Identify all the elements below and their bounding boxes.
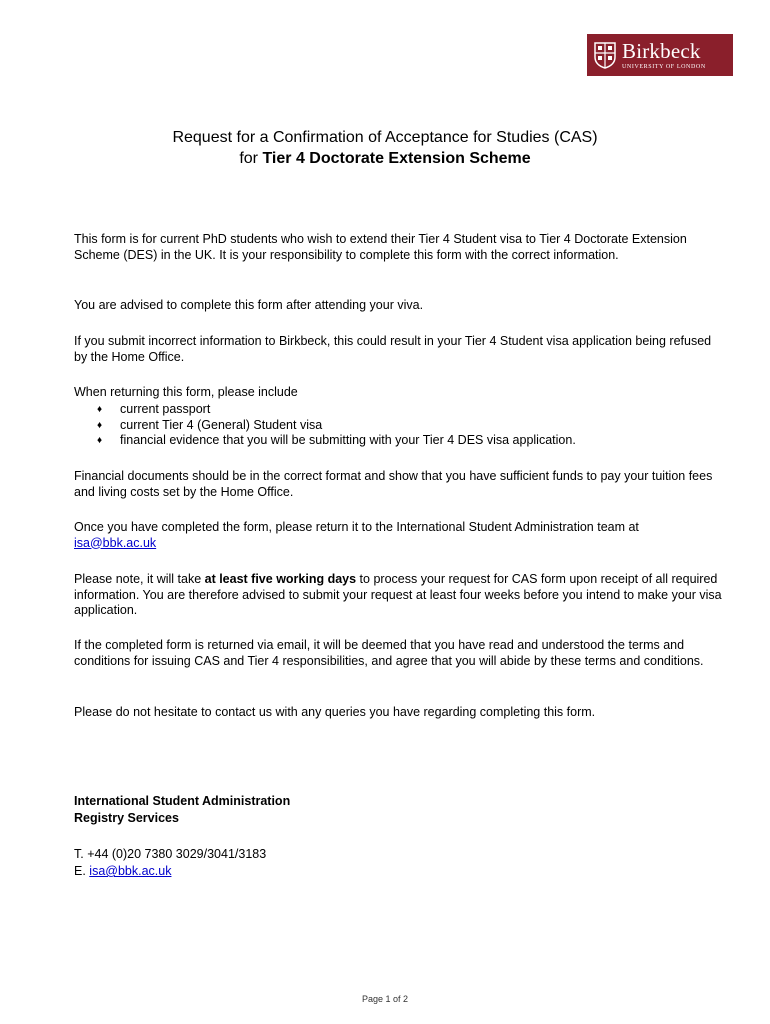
subtitle-prefix: for <box>239 150 263 167</box>
list-item <box>74 402 724 418</box>
diamond-bullet-icon: ♦ <box>97 404 103 415</box>
contact-email-line <box>74 864 724 880</box>
processing-note-paragraph <box>74 572 724 619</box>
birkbeck-logo <box>587 34 733 76</box>
returning-paragraph: When returning this form, please include <box>74 385 298 399</box>
list-item <box>74 418 724 434</box>
incorrect-info-paragraph: If you submit incorrect information to Birkbeck, this could result in your Tier 4 Student visa application being refused by the Home Office. <box>74 334 712 364</box>
isa-email-link[interactable]: isa@bbk.ac.uk <box>74 535 157 550</box>
note-bold: at least five working days <box>204 572 357 586</box>
contact-dept: Registry Services <box>74 811 179 825</box>
note-prefix: Please note, it will take <box>74 572 205 586</box>
document-subtitle <box>0 149 770 169</box>
logo-name: Birkbeck <box>622 38 701 63</box>
financial-paragraph: Financial documents should be in the correct format and show that you have sufficient funds to pay your tuition fees and living costs set by the Home Office. <box>74 469 713 499</box>
list-item <box>74 433 724 449</box>
contact-phone: T. +44 (0)20 7380 3029/3041/3183 <box>74 847 267 861</box>
note-suffix: to process your request for CAS form upon receipt of all required information. You are therefore advised to submit your request at least four weeks before you intend to make your visa application. <box>74 572 722 617</box>
contact-email-link[interactable]: isa@bbk.ac.uk <box>89 864 172 878</box>
return-paragraph <box>74 520 724 551</box>
list-item-text: financial evidence that you will be submitting with your Tier 4 DES visa application. <box>120 433 576 447</box>
document-title: Request for a Confirmation of Acceptance for Studies (CAS) <box>172 129 598 146</box>
return-text: Once you have completed the form, please return it to the International Student Administration team at <box>74 520 639 534</box>
required-documents-list <box>74 402 724 449</box>
contact-org: International Student Administration <box>74 794 291 808</box>
email-prefix: E. <box>74 864 90 878</box>
terms-paragraph: If the completed form is returned via email, it will be deemed that you have read and understood the terms and conditions for issuing CAS and Tier 4 responsibilities, and agree that you will abide by these terms and conditions. <box>74 638 704 668</box>
viva-paragraph: You are advised to complete this form after attending your viva. <box>74 298 424 312</box>
page-number: Page 1 of 2 <box>361 994 409 1004</box>
diamond-bullet-icon: ♦ <box>97 419 103 431</box>
subtitle-bold: Tier 4 Doctorate Extension Scheme <box>262 150 531 167</box>
list-item-text: current Tier 4 (General) Student visa <box>120 417 323 432</box>
contact-paragraph: Please do not hesitate to contact us with any queries you have regarding completing this form. <box>74 705 596 719</box>
logo-subtitle: UNIVERSITY OF LONDON <box>622 63 706 70</box>
list-item-text: current passport <box>120 402 211 416</box>
diamond-bullet-icon: ♦ <box>97 435 103 446</box>
crest-icon <box>593 41 617 69</box>
intro-paragraph: This form is for current PhD students who wish to extend their Tier 4 Student visa to Tier 4 Doctorate Extension Scheme (DES) in the UK. It is your responsibility to complete this form with the correct information. <box>74 232 687 262</box>
